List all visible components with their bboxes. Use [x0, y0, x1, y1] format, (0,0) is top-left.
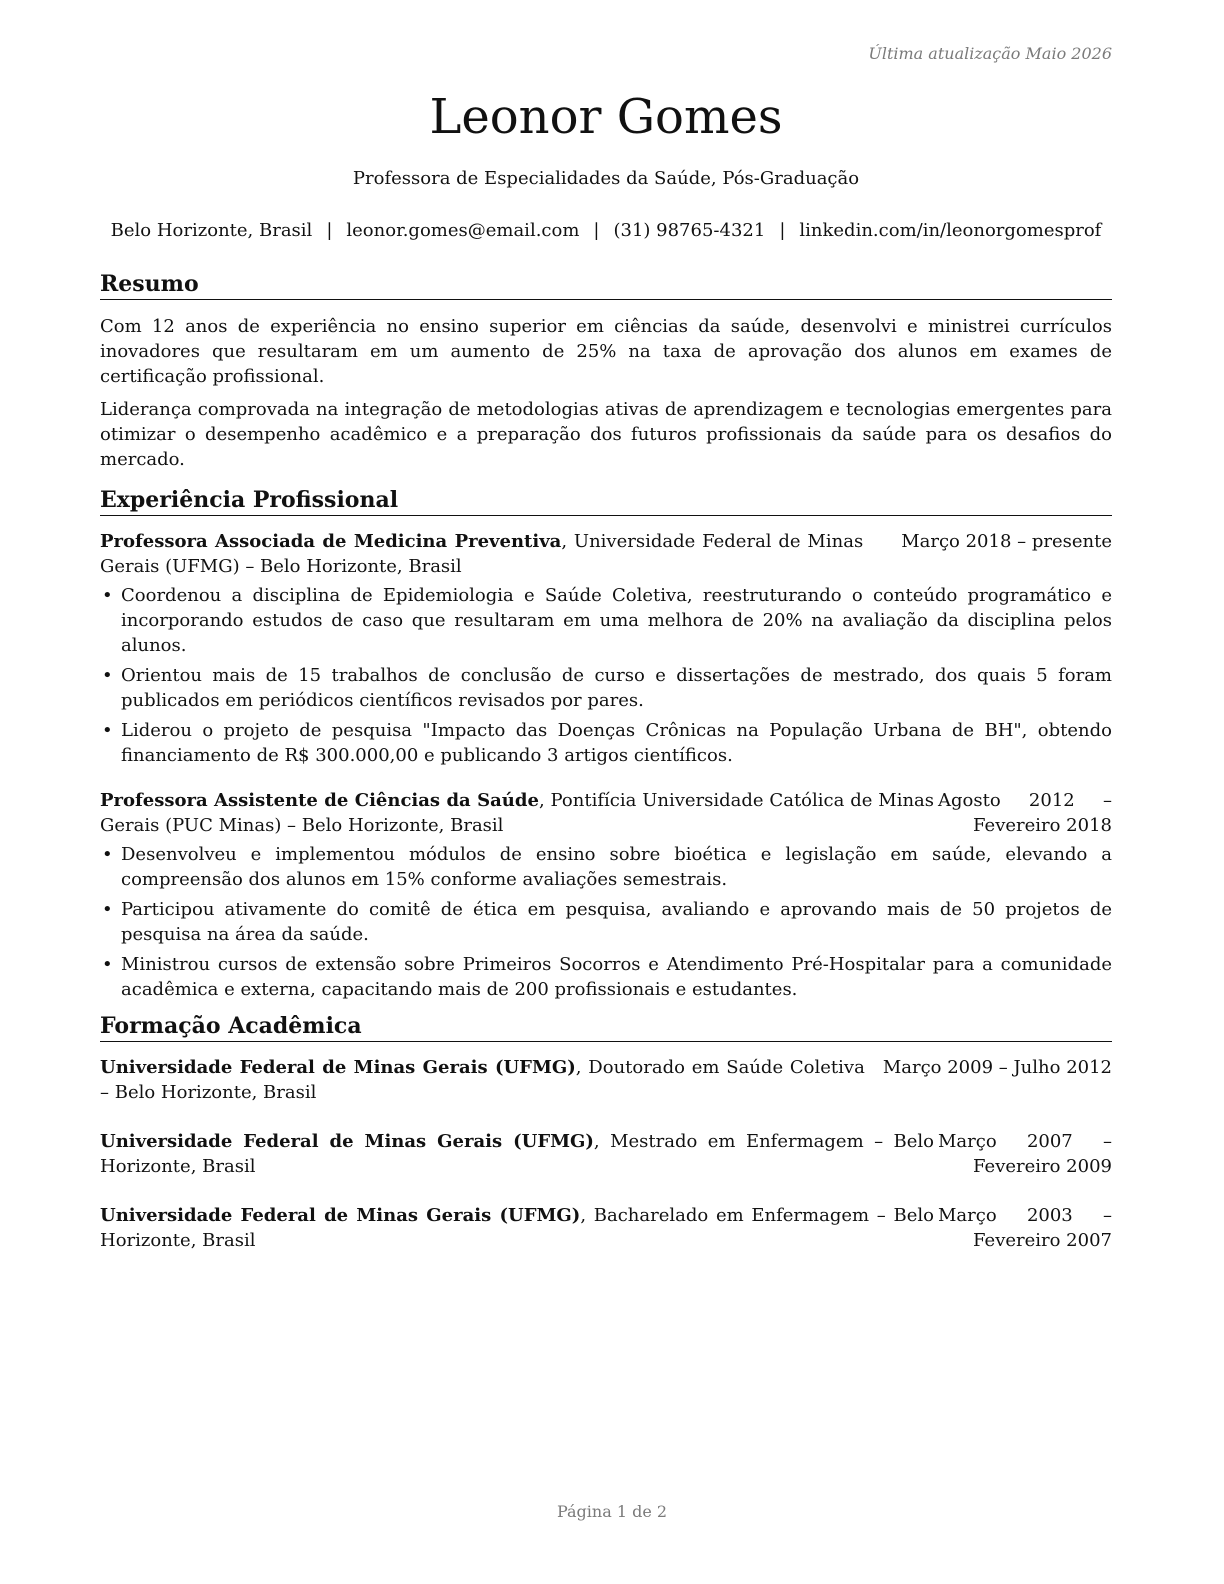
contact-separator: | — [326, 220, 333, 241]
resume-page — [100, 0, 1112, 1584]
experience-role: Professora Assistente de Ciências da Saúde — [100, 790, 539, 811]
section-title-experience: Experiência Profissional — [100, 486, 1112, 516]
contact-email[interactable]: leonor.gomes@email.com — [346, 220, 580, 241]
contact-location: Belo Horizonte, Brasil — [110, 220, 313, 241]
list-item: • Liderou o projeto de pesquisa "Impacto das Doenças Crônicas na População Urbana de BH", obtendo financiamento de R$ 300.000,00 e publicando 3 artigos científicos. — [100, 718, 1112, 768]
experience-details: , Pontifícia Universidade Católica de Minas Gerais (PUC Minas) – Belo Horizonte, Brasil — [100, 790, 935, 836]
section-title-summary: Resumo — [100, 270, 1112, 300]
contact-separator: | — [593, 220, 600, 241]
summary-section — [100, 270, 1112, 472]
education-dates: Março 2007 – Fevereiro 2009 — [938, 1131, 1112, 1177]
experience-entry-header — [100, 529, 1112, 579]
education-entry — [100, 1129, 1112, 1179]
summary-paragraph: Liderança comprovada na integração de metodologias ativas de aprendizagem e tecnologias emergentes para otimizar o desempenho acadêmico e a preparação dos futuros profissionais da saúde para os desafios do mercado. — [100, 399, 1112, 470]
education-section — [100, 1012, 1112, 1253]
candidate-headline: Professora de Especialidades da Saúde, Pós-Graduação — [352, 168, 860, 189]
experience-entry — [100, 529, 1112, 768]
experience-dates: Março 2018 – presente — [901, 531, 1112, 552]
summary-paragraph: Com 12 anos de experiência no ensino superior em ciências da saúde, desenvolvi e ministrei currículos inovadores que resultaram em um aumento de 25% na taxa de aprovação dos alunos em exames de certificação profissional. — [100, 316, 1112, 387]
education-institution: Universidade Federal de Minas Gerais (UFMG) — [100, 1205, 581, 1226]
education-entry — [100, 1203, 1112, 1253]
summary-body — [100, 300, 1112, 472]
education-entry-header — [100, 1055, 1112, 1105]
experience-details: , Universidade Federal de Minas Gerais (UFMG) – Belo Horizonte, Brasil — [100, 531, 864, 577]
education-entry-header — [100, 1129, 1112, 1179]
experience-role: Professora Associada de Medicina Preventiva — [100, 531, 562, 552]
experience-bullets — [100, 842, 1112, 1002]
education-entry-title — [100, 1055, 865, 1105]
experience-bullets — [100, 583, 1112, 768]
candidate-name: Leonor Gomes — [429, 89, 783, 145]
education-dates: Março 2009 – Julho 2012 — [882, 1057, 1112, 1078]
contact-line — [100, 219, 1112, 243]
list-item: • Ministrou cursos de extensão sobre Primeiros Socorros e Atendimento Pré-Hospitalar para a comunidade acadêmica e externa, capacitando mais de 200 profissionais e estudantes. — [100, 952, 1112, 1002]
experience-dates: Agosto 2012 – Fevereiro 2018 — [938, 790, 1112, 836]
last-updated-date: Última atualização Maio 2026 — [868, 44, 1112, 63]
contact-phone: (31) 98765-4321 — [613, 220, 766, 241]
education-details: , Mestrado em Enfermagem – Belo Horizonte, Brasil — [100, 1131, 934, 1177]
contact-linkedin[interactable]: linkedin.com/in/leonorgomesprof — [799, 220, 1102, 241]
list-item: • Desenvolveu e implementou módulos de ensino sobre bioética e legislação em saúde, elevando a compreensão dos alunos em 15% conforme avaliações semestrais. — [100, 842, 1112, 892]
contact-separator: | — [779, 220, 786, 241]
section-title-education: Formação Acadêmica — [100, 1012, 1112, 1042]
education-details: , Bacharelado em Enfermagem – Belo Horizonte, Brasil — [100, 1205, 934, 1251]
education-entry-title — [100, 1203, 934, 1253]
education-dates: Março 2003 – Fevereiro 2007 — [938, 1205, 1112, 1251]
page-number: Página 1 de 2 — [556, 1502, 668, 1521]
experience-entry-header — [100, 788, 1112, 838]
list-item: • Orientou mais de 15 trabalhos de conclusão de curso e dissertações de mestrado, dos quais 5 foram publicados em periódicos científicos revisados por pares. — [100, 663, 1112, 713]
education-details: , Doutorado em Saúde Coletiva – Belo Horizonte, Brasil — [100, 1057, 865, 1103]
resume-content — [100, 270, 1112, 1253]
experience-section — [100, 486, 1112, 1002]
education-institution: Universidade Federal de Minas Gerais (UFMG) — [100, 1131, 594, 1152]
list-item: • Participou ativamente do comitê de ética em pesquisa, avaliando e aprovando mais de 50 projetos de pesquisa na área da saúde. — [100, 897, 1112, 947]
education-entry-title — [100, 1129, 934, 1179]
list-item: • Coordenou a disciplina de Epidemiologia e Saúde Coletiva, reestruturando o conteúdo programático e incorporando estudos de caso que resultaram em uma melhora de 20% na avaliação da disciplina pelos alunos. — [100, 583, 1112, 658]
education-institution: Universidade Federal de Minas Gerais (UFMG) — [100, 1057, 576, 1078]
experience-entry — [100, 788, 1112, 1002]
experience-entry-title — [100, 788, 934, 838]
experience-entry-title — [100, 529, 863, 579]
education-entry-header — [100, 1203, 1112, 1253]
education-entry — [100, 1055, 1112, 1105]
